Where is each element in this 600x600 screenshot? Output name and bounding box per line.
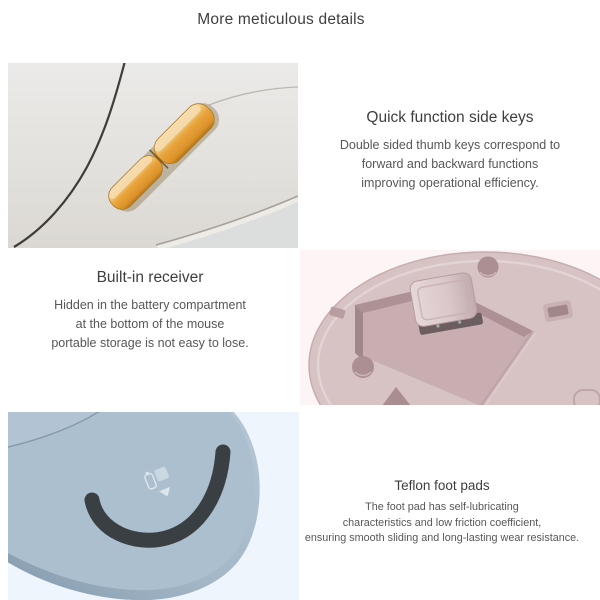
side-keys-photo [8,63,298,248]
mouse-foot-pad-image [8,412,299,600]
section-side-keys-text [300,63,600,193]
section-body-line: forward and backward functions [361,157,539,171]
section-body-line: ensuring smooth sliding and long-lasting wear resistance. [304,532,580,544]
foot-pads-photo [8,412,299,600]
page-title: More meticulous details [197,11,365,28]
mouse-bottom-receiver-image [300,250,600,405]
section-foot-pads-text [300,412,584,547]
section-body-line: portable storage is not easy to lose. [51,336,249,350]
section-body-line: The foot pad has self-lubricating [365,501,519,513]
section-heading: Built-in receiver [96,269,204,286]
section-receiver-text [0,250,300,353]
section-body-line: Double sided thumb keys correspond to [339,138,561,152]
section-body-line: improving operational efficiency. [361,176,539,190]
section-heading: Quick function side keys [366,109,534,126]
receiver-photo [300,250,600,405]
section-heading: Teflon foot pads [394,478,490,493]
section-body-line: characteristics and low friction coefficient, [342,516,542,529]
mouse-side-keys-image [8,63,298,248]
section-body-line: at the bottom of the mouse [75,317,225,331]
section-body-line: Hidden in the battery compartment [54,298,246,312]
